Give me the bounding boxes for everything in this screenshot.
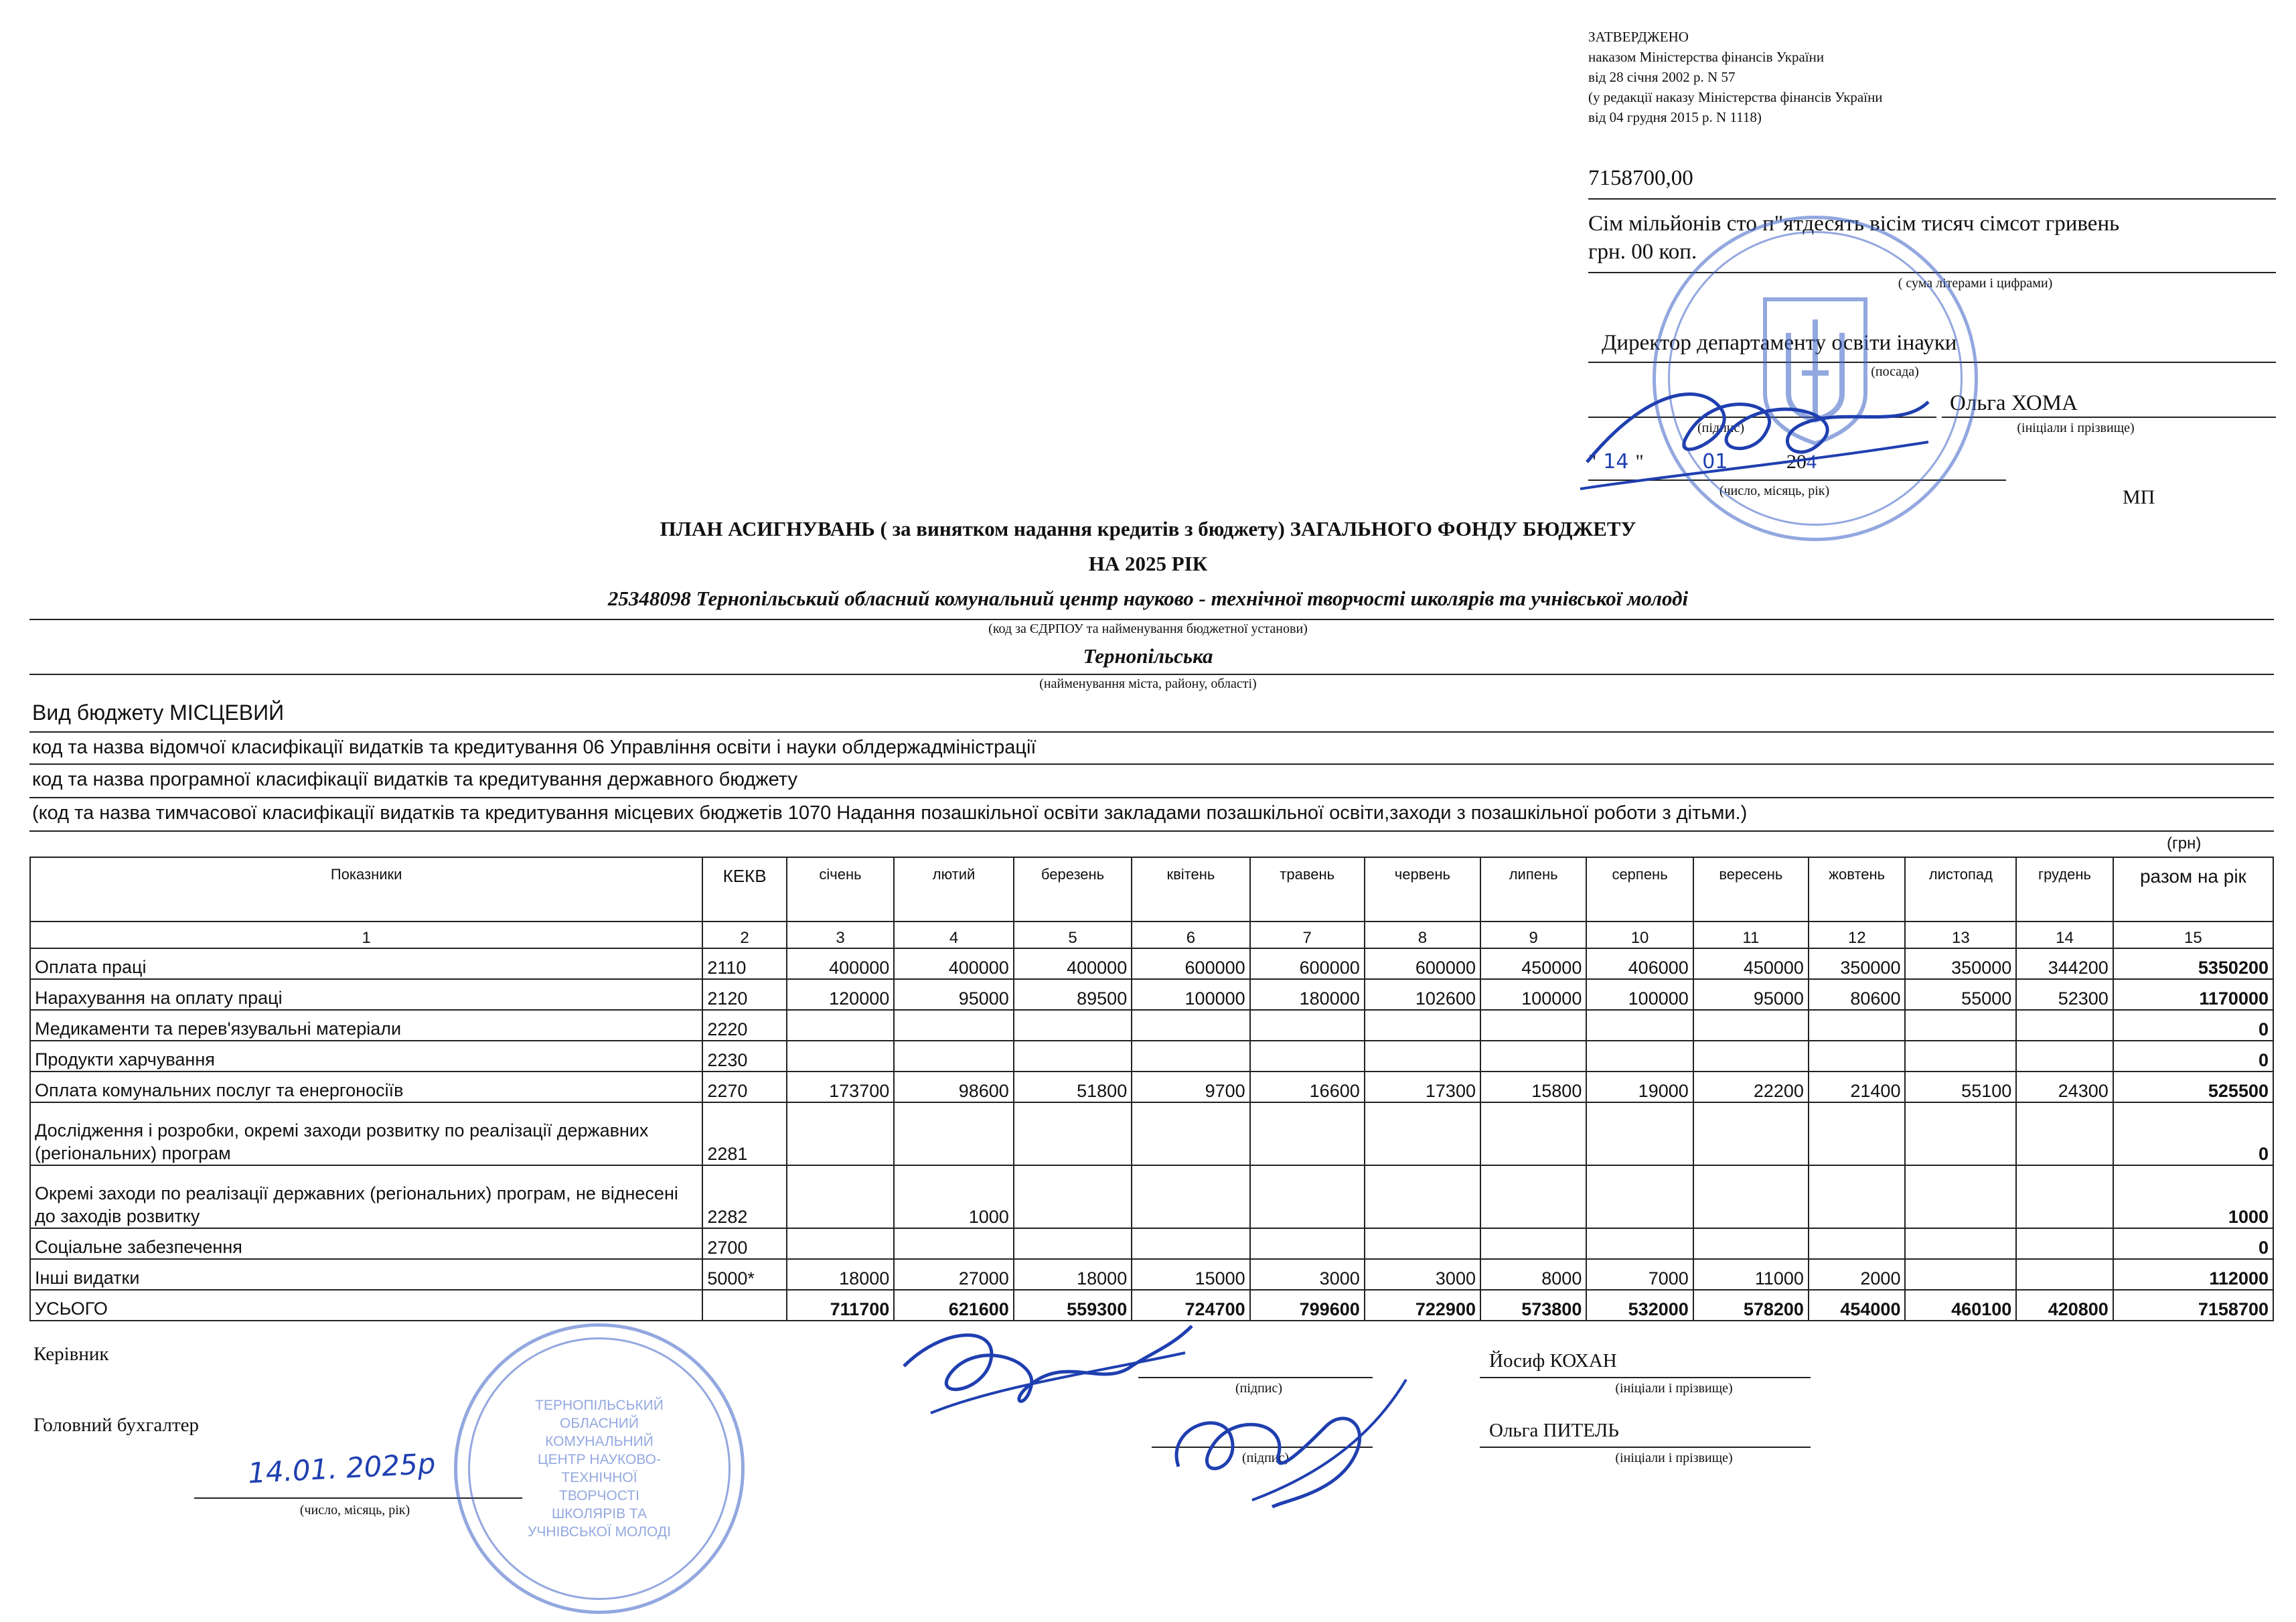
row-label: Продукти харчування: [30, 1041, 702, 1072]
approval-date-month: 01: [1702, 450, 1728, 473]
month-value: [787, 1010, 894, 1041]
currency-unit: (грн): [2167, 834, 2202, 853]
month-value: [1250, 1102, 1365, 1165]
month-value: 454000: [1809, 1290, 1906, 1321]
month-value: 8000: [1480, 1259, 1586, 1290]
annual-total: 5350200: [2113, 948, 2273, 979]
month-value: [1905, 1010, 2016, 1041]
table-row: [30, 1165, 2273, 1228]
month-value: 16600: [1250, 1072, 1365, 1102]
approval-line: ЗАТВЕРДЖЕНО: [1588, 29, 1689, 45]
month-value: 18000: [787, 1259, 894, 1290]
month-value: [1905, 1228, 2016, 1259]
program-classification: код та назва програмної класифікації видатків та кредитування державного бюджету: [32, 769, 797, 790]
month-value: [1250, 1010, 1365, 1041]
month-value: [787, 1041, 894, 1072]
month-value: 600000: [1132, 948, 1249, 979]
column-header: серпень: [1586, 857, 1693, 921]
month-value: [1014, 1010, 1132, 1041]
month-value: [1250, 1228, 1365, 1259]
column-index: 3: [787, 921, 894, 948]
month-value: 7000: [1586, 1259, 1693, 1290]
month-value: 1000: [894, 1165, 1014, 1228]
month-value: [787, 1102, 894, 1165]
budget-type: Вид бюджету МІСЦЕВИЙ: [32, 701, 285, 725]
month-value: 450000: [1693, 948, 1809, 979]
annual-total: 1170000: [2113, 979, 2273, 1010]
month-value: 532000: [1586, 1290, 1693, 1321]
month-value: [787, 1165, 894, 1228]
month-value: [1132, 1010, 1249, 1041]
month-value: 400000: [1014, 948, 1132, 979]
approved-amount: 7158700,00: [1588, 166, 1693, 190]
table-row: [30, 1072, 2273, 1102]
annual-total: 525500: [2113, 1072, 2273, 1102]
column-index: 2: [702, 921, 786, 948]
column-header: липень: [1480, 857, 1586, 921]
month-value: [1809, 1228, 1906, 1259]
month-value: [1132, 1102, 1249, 1165]
month-value: 52300: [2016, 979, 2113, 1010]
head-name-caption: (ініціали і прізвище): [1615, 1381, 1733, 1396]
row-label: Оплата праці: [30, 948, 702, 979]
month-value: 27000: [894, 1259, 1014, 1290]
approval-line: наказом Міністерства фінансів України: [1588, 49, 1825, 65]
month-value: 3000: [1365, 1259, 1480, 1290]
month-value: 100000: [1586, 979, 1693, 1010]
month-value: [1014, 1165, 1132, 1228]
month-value: [1480, 1228, 1586, 1259]
department-classification: код та назва відомчої класифікації видатків та кредитування 06 Управління освіти і науки облдержадміністрації: [32, 737, 1037, 758]
month-value: [1809, 1165, 1906, 1228]
month-value: 11000: [1693, 1259, 1809, 1290]
month-value: 400000: [894, 948, 1014, 979]
approval-block: [1588, 27, 2258, 127]
annual-total: 112000: [2113, 1259, 2273, 1290]
month-value: 80600: [1809, 979, 1906, 1010]
month-value: [894, 1010, 1014, 1041]
month-value: 2000: [1809, 1259, 1906, 1290]
kekv-code: 2230: [702, 1041, 786, 1072]
month-value: [1365, 1010, 1480, 1041]
document-year: НА 2025 РІК: [1088, 552, 1208, 575]
column-header: січень: [787, 857, 894, 921]
month-value: 400000: [787, 948, 894, 979]
kekv-code: 2281: [702, 1102, 786, 1165]
month-value: 100000: [1132, 979, 1249, 1010]
column-index: 10: [1586, 921, 1693, 948]
month-value: [1809, 1041, 1906, 1072]
kekv-code: 2220: [702, 1010, 786, 1041]
column-header: квітень: [1132, 857, 1249, 921]
table-row: [30, 1102, 2273, 1165]
month-value: [1480, 1010, 1586, 1041]
handwritten-date: 14.01. 2025р: [246, 1447, 437, 1490]
month-value: 51800: [1014, 1072, 1132, 1102]
month-value: [1250, 1041, 1365, 1072]
month-value: 95000: [894, 979, 1014, 1010]
head-label: Керівник: [33, 1343, 109, 1365]
month-value: [1586, 1010, 1693, 1041]
month-value: [894, 1102, 1014, 1165]
month-value: 24300: [2016, 1072, 2113, 1102]
month-value: 180000: [1250, 979, 1365, 1010]
month-value: [1905, 1102, 2016, 1165]
appropriations-table: [29, 857, 2274, 1321]
month-value: 9700: [1132, 1072, 1249, 1102]
footer-date-caption: (число, місяць, рік): [299, 1503, 410, 1518]
month-value: [1365, 1165, 1480, 1228]
month-value: 55000: [1905, 979, 2016, 1010]
approval-date-day: 14: [1603, 450, 1629, 473]
row-label: УСЬОГО: [30, 1290, 702, 1321]
kekv-code: [702, 1290, 786, 1321]
column-index: 1: [30, 921, 702, 948]
column-index: 4: [894, 921, 1014, 948]
column-index: 11: [1693, 921, 1809, 948]
month-value: [1365, 1228, 1480, 1259]
accountant-sign-caption: (підпис): [1241, 1451, 1290, 1465]
accountant-signature: [1152, 1366, 1420, 1514]
annual-total: 1000: [2113, 1165, 2273, 1228]
month-value: [1586, 1228, 1693, 1259]
row-label: Нарахування на оплату праці: [30, 979, 702, 1010]
month-value: [1014, 1102, 1132, 1165]
month-value: [2016, 1041, 2113, 1072]
month-value: 350000: [1905, 948, 2016, 979]
column-index: 15: [2113, 921, 2273, 948]
month-value: [1693, 1010, 1809, 1041]
month-value: [1693, 1228, 1809, 1259]
month-value: [1586, 1102, 1693, 1165]
table-header-row: [30, 857, 2273, 921]
table-row: [30, 1041, 2273, 1072]
table-row: [30, 1228, 2273, 1259]
head-name-underline: [1480, 1377, 1811, 1378]
kekv-code: 2110: [702, 948, 786, 979]
month-value: 55100: [1905, 1072, 2016, 1102]
month-value: 600000: [1365, 948, 1480, 979]
month-value: [1250, 1165, 1365, 1228]
kekv-code: 2270: [702, 1072, 786, 1102]
row-label: Інші видатки: [30, 1259, 702, 1290]
month-value: [2016, 1102, 2113, 1165]
month-value: 120000: [787, 979, 894, 1010]
position-caption: (посада): [1871, 364, 1919, 379]
month-value: [1365, 1041, 1480, 1072]
month-value: 173700: [787, 1072, 894, 1102]
month-value: 3000: [1250, 1259, 1365, 1290]
table-body: [30, 948, 2273, 1321]
amount-caption: ( сума літерами і цифрами): [1898, 276, 2053, 291]
column-index-row: [30, 921, 2273, 948]
month-value: 711700: [787, 1290, 894, 1321]
column-index: 13: [1905, 921, 2016, 948]
month-value: [1480, 1165, 1586, 1228]
month-value: 100000: [1480, 979, 1586, 1010]
month-value: [1586, 1041, 1693, 1072]
month-value: [1480, 1102, 1586, 1165]
row-label: Окремі заходи по реалізації державних (регіональних) програм, не віднесені до заходів розвитку: [30, 1165, 702, 1228]
column-header: Показники: [30, 857, 702, 921]
institution-underline: [29, 619, 2274, 620]
region-underline: [29, 674, 2274, 675]
month-value: 18000: [1014, 1259, 1132, 1290]
accountant-name: Ольга ПИТЕЛЬ: [1489, 1420, 1619, 1441]
region-caption: (найменування міста, району, області): [1039, 676, 1257, 691]
row-label: Медикаменти та перев'язувальні матеріали: [30, 1010, 702, 1041]
annual-total: 0: [2113, 1010, 2273, 1041]
month-value: 19000: [1586, 1072, 1693, 1102]
amount-underline: [1588, 198, 2276, 200]
head-sign-caption: (підпис): [1235, 1381, 1283, 1396]
column-index: 5: [1014, 921, 1132, 948]
approval-line: (у редакції наказу Міністерства фінансів України: [1588, 89, 1883, 105]
month-value: [1014, 1228, 1132, 1259]
month-value: 21400: [1809, 1072, 1906, 1102]
approval-date-year: 20: [1786, 451, 1807, 473]
month-value: 578200: [1693, 1290, 1809, 1321]
month-value: [2016, 1259, 2113, 1290]
month-value: 95000: [1693, 979, 1809, 1010]
approval-line: від 28 січня 2002 р. N 57: [1588, 69, 1736, 85]
month-value: [1905, 1165, 2016, 1228]
approver-sign-caption: (підпис): [1697, 421, 1745, 435]
column-header: вересень: [1693, 857, 1809, 921]
column-header: листопад: [1905, 857, 2016, 921]
column-header: КЕКВ: [702, 857, 786, 921]
table-row: [30, 1010, 2273, 1041]
document-title: ПЛАН АСИГНУВАНЬ ( за винятком надання кредитів з бюджету) ЗАГАЛЬНОГО ФОНДУ БЮДЖЕТУ: [660, 517, 1636, 540]
seal-place-mark: МП: [2123, 486, 2155, 508]
amount-words-line1: Сім мільйонів сто п"ятдесять вісім тисяч сімсот гривень: [1588, 212, 2120, 236]
column-index: 9: [1480, 921, 1586, 948]
institution-caption: (код за ЄДРПОУ та найменування бюджетної установи): [988, 621, 1308, 636]
column-header: разом на рік: [2113, 857, 2273, 921]
month-value: [894, 1228, 1014, 1259]
accountant-name-caption: (ініціали і прізвище): [1615, 1451, 1733, 1465]
table-row: [30, 948, 2273, 979]
month-value: [1693, 1102, 1809, 1165]
month-value: 17300: [1365, 1072, 1480, 1102]
approver-name-caption: (ініціали і прізвище): [2017, 421, 2135, 435]
row-label: Оплата комунальних послуг та енергоносіїв: [30, 1072, 702, 1102]
month-value: 406000: [1586, 948, 1693, 979]
month-value: 102600: [1365, 979, 1480, 1010]
table-row: [30, 1259, 2273, 1290]
month-value: 98600: [894, 1072, 1014, 1102]
month-value: [1132, 1165, 1249, 1228]
month-value: [2016, 1165, 2113, 1228]
month-value: 799600: [1250, 1290, 1365, 1321]
row-label: Соціальне забезпечення: [30, 1228, 702, 1259]
column-header: жовтень: [1809, 857, 1906, 921]
month-value: 15000: [1132, 1259, 1249, 1290]
month-value: [787, 1228, 894, 1259]
approver-name: Ольга ХОМА: [1950, 391, 2078, 415]
center-stamp-inner-text: ТЕРНОПІЛЬСЬКИЙ ОБЛАСНИЙ КОМУНАЛЬНИЙ ЦЕНТР НАУКОВО-ТЕХНІЧНОЇ ТВОРЧОСТІ ШКОЛЯРІВ ТА УЧНІВСЬКОЇ МОЛОДІ: [528, 1398, 671, 1540]
accountant-name-underline: [1480, 1447, 1811, 1448]
amount-words-line2: грн. 00 коп.: [1588, 240, 1697, 264]
month-value: [1365, 1102, 1480, 1165]
institution-name: 25348098 Тернопільський обласний комунальний центр науково - технічної творчості школярів та учнівської молоді: [607, 587, 1689, 610]
month-value: [1809, 1102, 1906, 1165]
month-value: [1014, 1041, 1132, 1072]
approval-date: " 14 " 01 204: [1588, 450, 1817, 473]
annual-total: 0: [2113, 1102, 2273, 1165]
month-value: 460100: [1905, 1290, 2016, 1321]
kekv-code: 5000*: [702, 1259, 786, 1290]
center-stamp: [454, 1323, 745, 1614]
month-value: [2016, 1228, 2113, 1259]
month-value: [1132, 1228, 1249, 1259]
month-value: [1480, 1041, 1586, 1072]
month-value: [1809, 1010, 1906, 1041]
month-value: 420800: [2016, 1290, 2113, 1321]
column-index: 7: [1250, 921, 1365, 948]
row-label: Дослідження і розробки, окремі заходи розвитку по реалізації державних (регіональних) програм: [30, 1102, 702, 1165]
month-value: [1586, 1165, 1693, 1228]
approval-date-caption: (число, місяць, рік): [1719, 484, 1830, 498]
month-value: 344200: [2016, 948, 2113, 979]
month-value: 724700: [1132, 1290, 1249, 1321]
column-index: 6: [1132, 921, 1249, 948]
month-value: [1132, 1041, 1249, 1072]
kekv-code: 2120: [702, 979, 786, 1010]
approver-position: Директор департаменту освіти інауки: [1602, 331, 1957, 355]
month-value: [1693, 1041, 1809, 1072]
approval-line: від 04 грудня 2015 р. N 1118): [1588, 109, 1762, 125]
month-value: [894, 1041, 1014, 1072]
month-value: 559300: [1014, 1290, 1132, 1321]
region-name: Тернопільська: [1083, 644, 1213, 668]
month-value: 350000: [1809, 948, 1906, 979]
column-header: грудень: [2016, 857, 2113, 921]
approver-signature: [1567, 362, 1942, 496]
temporary-classification: (код та назва тимчасової класифікації видатків та кредитування місцевих бюджетів 1070 Надання позашкільної освіти закладами позашкільної освіти,заходи з позашкільної роботи з дітьми.): [32, 802, 1748, 824]
annual-total: 7158700: [2113, 1290, 2273, 1321]
month-value: [1905, 1259, 2016, 1290]
column-index: 14: [2016, 921, 2113, 948]
month-value: 621600: [894, 1290, 1014, 1321]
annual-total: 0: [2113, 1041, 2273, 1072]
column-index: 8: [1365, 921, 1480, 948]
accountant-label: Головний бухгалтер: [33, 1414, 199, 1436]
month-value: 15800: [1480, 1072, 1586, 1102]
month-value: 89500: [1014, 979, 1132, 1010]
column-index: 12: [1809, 921, 1906, 948]
month-value: [2016, 1010, 2113, 1041]
month-value: 450000: [1480, 948, 1586, 979]
month-value: 22200: [1693, 1072, 1809, 1102]
annual-total: 0: [2113, 1228, 2273, 1259]
kekv-code: 2700: [702, 1228, 786, 1259]
approver-name-underline: [1942, 417, 2276, 418]
table-row: [30, 979, 2273, 1010]
column-header: березень: [1014, 857, 1132, 921]
month-value: 573800: [1480, 1290, 1586, 1321]
column-header: лютий: [894, 857, 1014, 921]
column-header: травень: [1250, 857, 1365, 921]
column-header: червень: [1365, 857, 1480, 921]
month-value: [1693, 1165, 1809, 1228]
kekv-code: 2282: [702, 1165, 786, 1228]
month-value: [1905, 1041, 2016, 1072]
month-value: 722900: [1365, 1290, 1480, 1321]
month-value: 600000: [1250, 948, 1365, 979]
head-name: Йосиф КОХАН: [1489, 1350, 1617, 1372]
